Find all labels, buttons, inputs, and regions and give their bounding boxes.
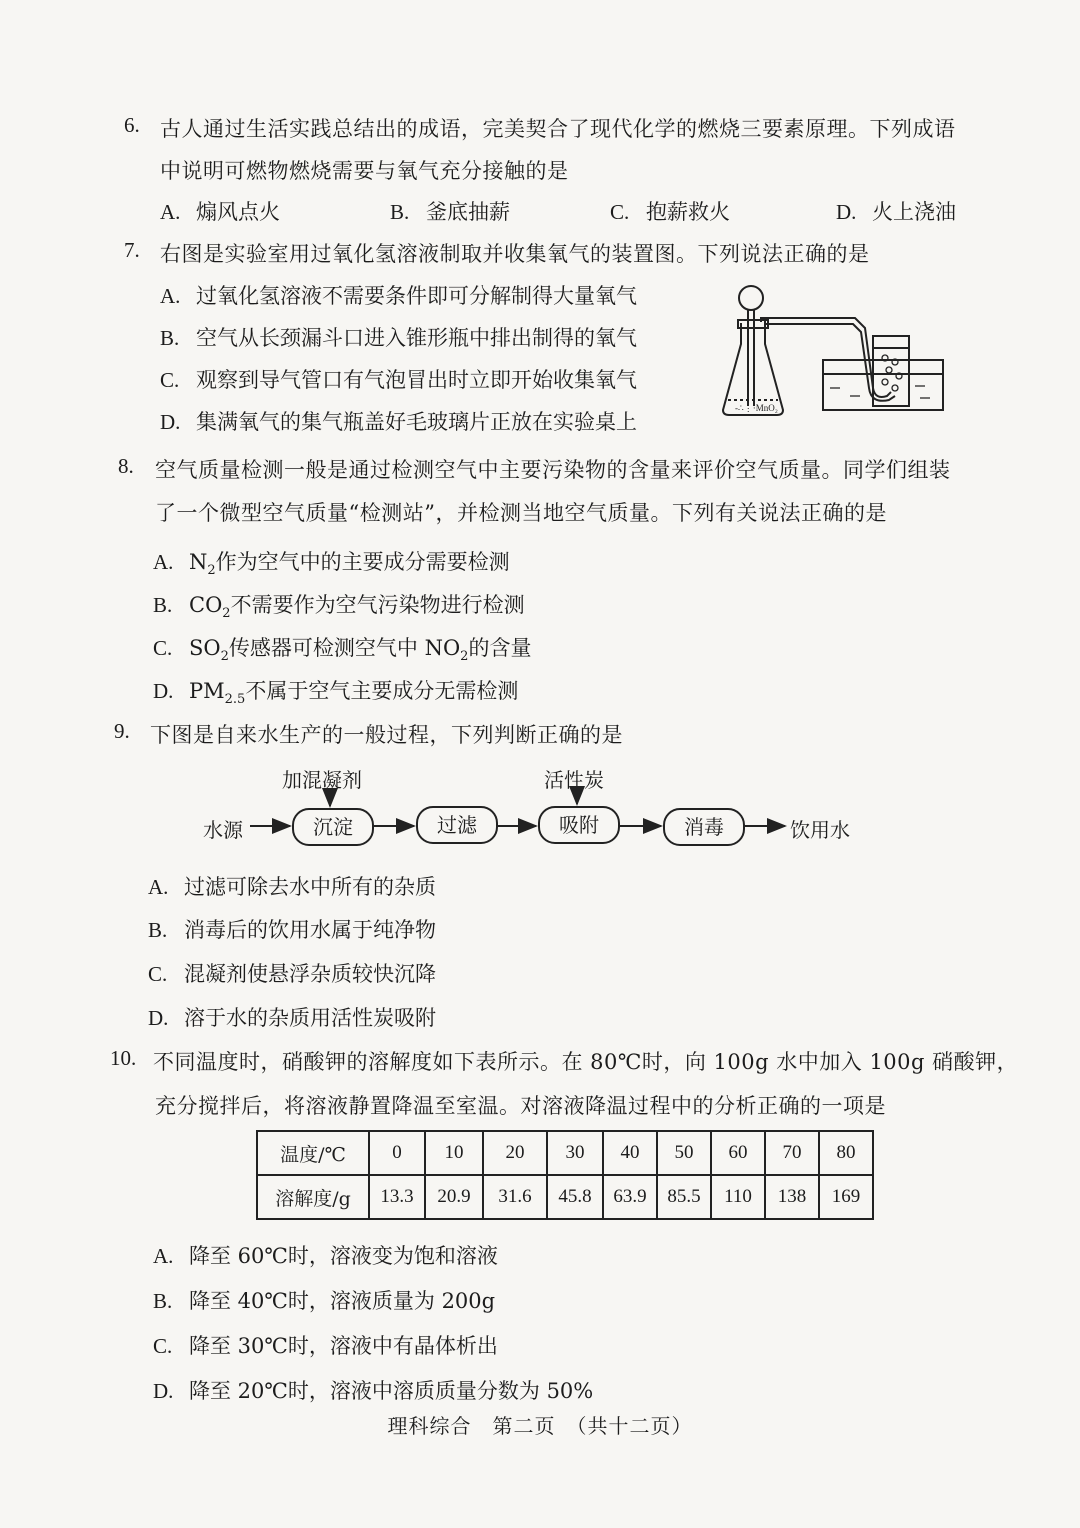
q6-option-c: C. 抱薪救火 [610,200,730,224]
flow-step-filtration: 过滤 [416,806,498,844]
table-cell: 20.9 [425,1175,483,1219]
q7-number: 7. [124,238,140,262]
table-cell: 45.8 [547,1175,603,1219]
q6-stem-line2: 中说明可燃物燃烧需要与氧气充分接触的是 [160,159,569,183]
q8-number: 8. [118,454,134,478]
table-header-solubility: 溶解度/g [257,1175,369,1219]
table-cell: 20 [483,1131,547,1175]
q7-option-c: C. 观察到导气管口有气泡冒出时立即开始收集氧气 [160,368,637,392]
table-cell: 110 [711,1175,765,1219]
flow-step-sedimentation: 沉淀 [292,808,374,846]
table-cell: 138 [765,1175,819,1219]
table-cell: 80 [819,1131,873,1175]
q8-stem-line1: 空气质量检测一般是通过检测空气中主要污染物的含量来评价空气质量。同学们组装 [155,458,951,482]
table-cell: 0 [369,1131,425,1175]
q10-option-c: C. 降至 30℃时，溶液中有晶体析出 [153,1334,498,1358]
flow-arrows [240,780,800,840]
q8-stem-line2: 了一个微型空气质量“检测站”，并检测当地空气质量。下列有关说法正确的是 [155,501,887,525]
flow-step-disinfection: 消毒 [663,808,745,846]
q10-number: 10. [110,1046,137,1070]
table-header-temperature: 温度/℃ [257,1131,369,1175]
table-cell: 60 [711,1131,765,1175]
q6-number: 6. [124,113,140,137]
q7-option-b: B. 空气从长颈漏斗口进入锥形瓶中排出制得的氧气 [160,326,637,350]
q9-number: 9. [114,719,130,743]
q6-option-a: A. 煽风点火 [160,200,280,224]
q6-stem-line1: 古人通过生活实践总结出的成语，完美契合了现代化学的燃烧三要素原理。下列成语 [160,117,956,141]
table-row-solubility [257,1175,873,1219]
svg-text:-∴⋮·MnO₂: -∴⋮·MnO₂ [735,403,778,413]
table-cell: 40 [603,1131,657,1175]
q8-option-a: A. $N_2$作为空气中的主要成分需要检测 [153,550,510,578]
table-cell: 30 [547,1131,603,1175]
q6-option-d: D. 火上浇油 [836,200,956,224]
flow-step-adsorption: 吸附 [538,806,620,844]
table-cell: 10 [425,1131,483,1175]
flow-source: 水源 [203,818,243,842]
table-cell: 169 [819,1175,873,1219]
oxygen-apparatus-figure [715,278,945,423]
q7-option-a: A. 过氧化氢溶液不需要条件即可分解制得大量氧气 [160,284,637,308]
solubility-table [256,1130,874,1220]
table-cell: 70 [765,1131,819,1175]
q9-option-b: B. 消毒后的饮用水属于纯净物 [148,918,436,942]
q7-stem: 右图是实验室用过氧化氢溶液制取并收集氧气的装置图。下列说法正确的是 [160,242,870,266]
table-cell: 63.9 [603,1175,657,1219]
funnel-bulb [739,286,763,310]
q8-option-b: B. $CO_2$不需要作为空气污染物进行检测 [153,593,525,621]
q8-option-d: D. $PM_{2.5}$不属于空气主要成分无需检测 [153,679,519,707]
table-cell: 31.6 [483,1175,547,1219]
table-cell: 85.5 [657,1175,711,1219]
q10-option-a: A. 降至 60℃时，溶液变为饱和溶液 [153,1244,498,1268]
q8-option-c: C. $SO_2$传感器可检测空气中 $NO_2$的含量 [153,636,532,664]
flow-add-coagulant: 加混凝剂 [282,768,362,792]
q7-option-d: D. 集满氧气的集气瓶盖好毛玻璃片正放在实验桌上 [160,410,637,434]
table-cell: 13.3 [369,1175,425,1219]
table-row-temperature [257,1131,873,1175]
q10-option-d: D. 降至 20℃时，溶液中溶质质量分数为 50% [153,1379,594,1403]
q9-stem: 下图是自来水生产的一般过程，下列判断正确的是 [150,723,623,747]
q10-stem-line2: 充分搅拌后，将溶液静置降温至室温。对溶液降温过程中的分析正确的一项是 [155,1094,886,1118]
q10-option-b: B. 降至 40℃时，溶液质量为 200g [153,1289,496,1313]
q10-stem-line1: 不同温度时，硝酸钾的溶解度如下表所示。在 80℃时，向 100g 水中加入 100g 硝酸钾， [153,1050,1019,1074]
q9-option-c: C. 混凝剂使悬浮杂质较快沉降 [148,962,436,986]
q9-option-a: A. 过滤可除去水中所有的杂质 [148,875,436,899]
flow-output: 饮用水 [790,818,850,842]
table-cell: 50 [657,1131,711,1175]
q9-option-d: D. 溶于水的杂质用活性炭吸附 [148,1006,436,1030]
q6-option-b: B. 釜底抽薪 [390,200,510,224]
flow-add-carbon: 活性炭 [544,768,604,792]
page-footer: 理科综合 第二页 （共十二页） [387,1414,693,1438]
